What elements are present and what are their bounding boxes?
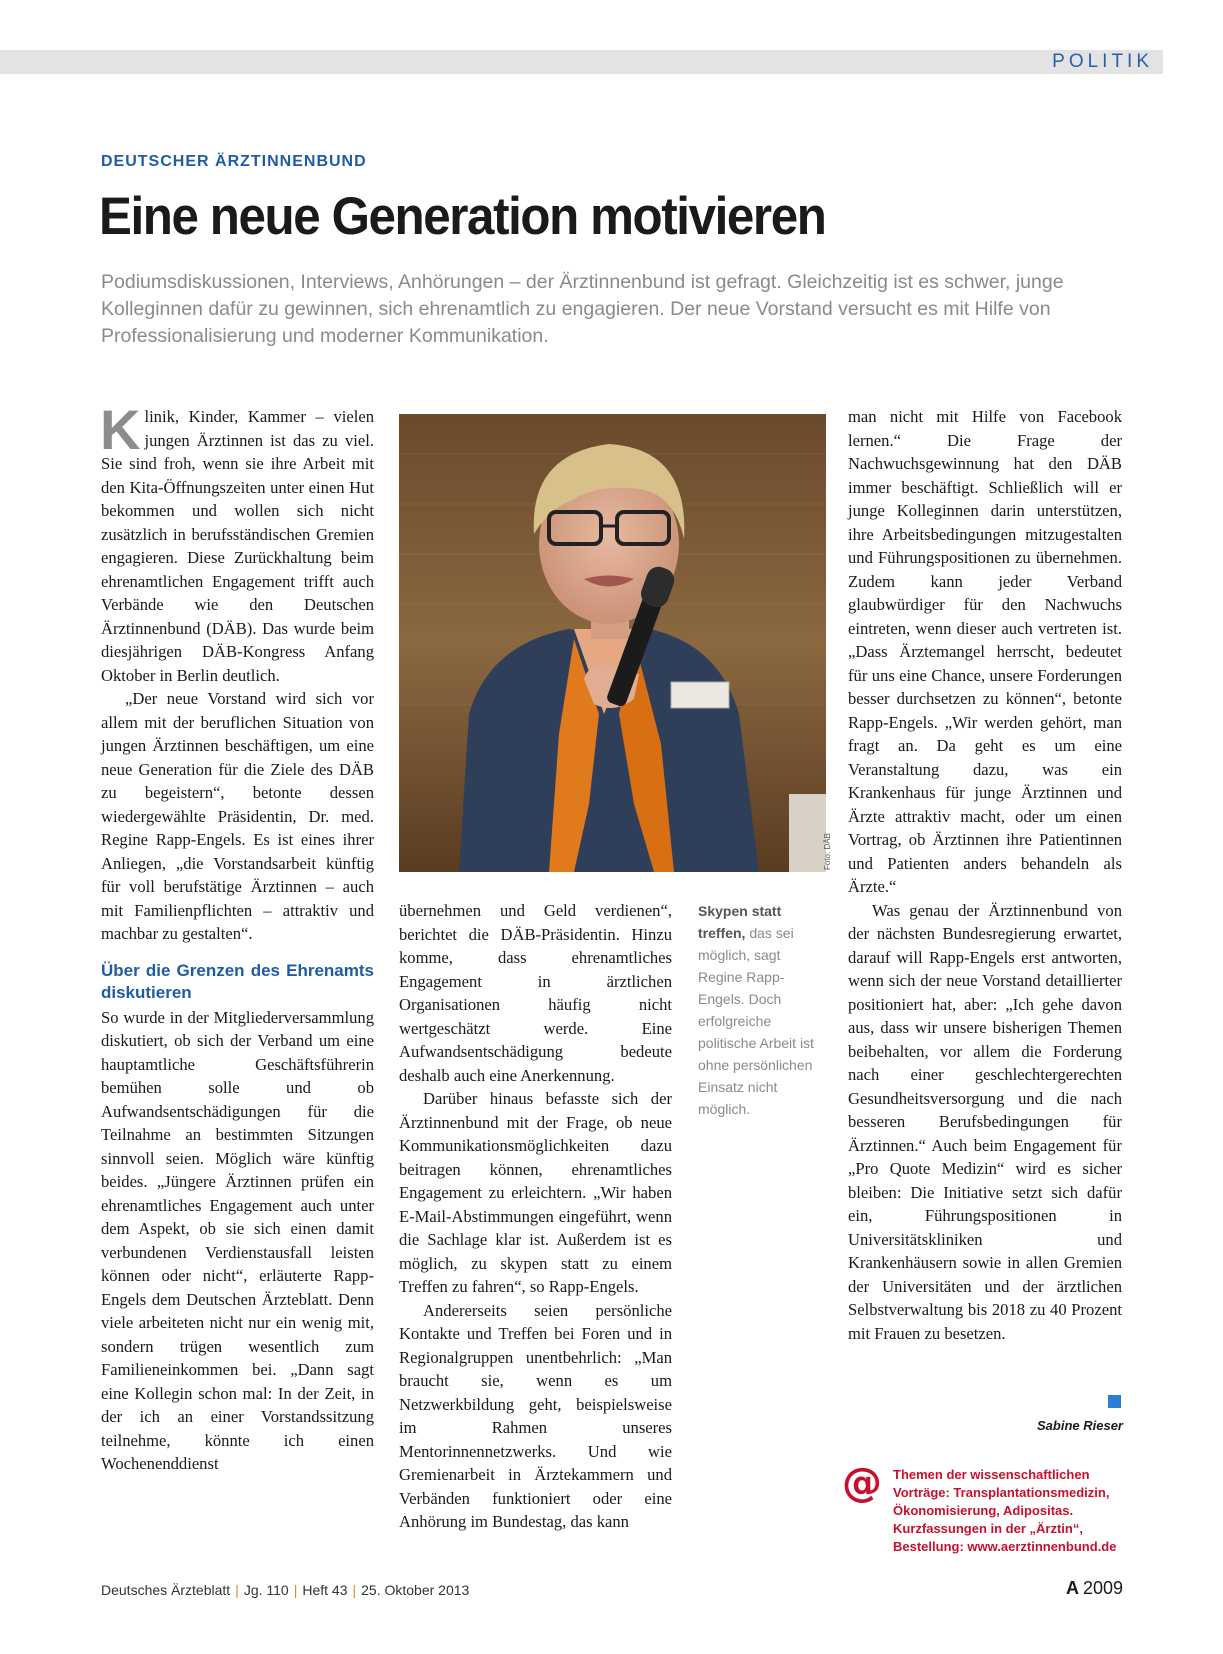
photo-caption [698, 900, 828, 1120]
end-mark [1108, 1395, 1121, 1408]
info-box: Themen der wissenschaftlichen Vorträge: Transplantationsmedizin, Ökonomisierung, Adipositas. Kurzfassungen in der „Ärztin“, Bestellung: www.aerztinnenbund.de [893, 1467, 1117, 1554]
column-2 [399, 899, 672, 1534]
paragraph-6: Andererseits seien persönliche Kontakte und Treffen bei Foren und in Regionalgruppen unentbehrlich: „Man braucht sie, wenn es um Netzwerkbildung geht, beispielsweise im Rahmen unseres Mentorinnennetzwerks. Und wie Gremienarbeit in Ärztekammern und Verbänden funktioniert oder eine Anhörung im Bundestag, das kann [399, 1300, 672, 1531]
paragraph-3: So wurde in der Mitgliederversammlung diskutiert, ob sich der Verband um eine hauptamtliche Geschäftsführerin bemühen solle und ob Aufwandsentschädigungen für die Teilnahme an bestimmten Sitzungen sinnvoll seien. Möglich wäre künftig beides. „Jüngere Ärztinnen prüfen ein ehrenamtliches Engagement auch unter dem Aspekt, ob sie sich einen damit verbundenen Verdienstausfall leisten können oder nicht“, erläuterte Rapp-Engels dem Deutschen Ärzteblatt. Denn viele arbeiteten nicht nur ein wenig mit, sondern trügen wesentlich zum Familieneinkommen bei. „Dann sagt eine Kollegin schon mal: In der Zeit, in der ich an einer Vorstandssitzung teilnehme, könnte ich einen Wochenenddienst [101, 1007, 374, 1473]
subheading: Über die Grenzen des Ehrenamts diskutieren [101, 960, 374, 1002]
at-icon: @ [842, 1460, 882, 1506]
page-prefix: A [1065, 1578, 1079, 1598]
kicker: DEUTSCHER ÄRZTINNENBUND [101, 153, 367, 170]
paragraph-5: Darüber hinaus befasste sich der Ärztinnenbund mit der Frage, ob neue Kommunikationsmöglichkeiten dazu beitragen können, ehrenamtliches Engagement zu erleichtern. „Wir haben E-Mail-Abstimmungen eingeführt, wenn die Sachlage klar ist. Außerdem ist es möglich, zu skypen statt zu einem Treffen zu fahren“, so Rapp-Engels. [399, 1089, 672, 1296]
headline: Eine neue Generation motivieren [99, 187, 826, 246]
journal-name: Deutsches Ärzteblatt [101, 1582, 231, 1598]
paragraph-2: „Der neue Vorstand wird sich vor allem mit der beruflichen Situation von jungen Ärztinnen beschäftigen, um eine neue Generation für die Ziele des DÄB zu begeistern“, betonte dessen wiedergewählte Präsidentin, Dr. med. Regine Rapp-Engels. Es ist eines ihrer Anliegen, „die Vorstandsarbeit künftig für voll berufstätige Ärztinnen – auch mit Familienpflichten – attraktiv und machbar zu gestalten“. [101, 689, 374, 943]
caption-bold: Skypen statt treffen, [698, 903, 782, 941]
issue-date: 25. Oktober 2013 [361, 1582, 470, 1598]
page-number [1066, 1578, 1123, 1599]
dropcap: K [100, 398, 141, 461]
page-value: 2009 [1082, 1578, 1123, 1598]
footer: Deutsches Ärzteblatt | Jg. 110 | Heft 43 | 25. Oktober 2013 [101, 1582, 470, 1598]
issue: Heft 43 [302, 1582, 348, 1598]
lead-paragraph: Podiumsdiskussionen, Interviews, Anhörungen – der Ärztinnenbund ist gefragt. Gleichzeitig ist es schwer, junge Kolleginnen dafür zu gewinnen, sich ehrenamtlich zu engagieren. Der neue Vorstand versucht es mit Hilfe von Professionalisierung und moderner Kommunikation. [101, 271, 1064, 347]
paragraph-4: übernehmen und Geld verdienen“, berichtet die DÄB-Präsidentin. Hinzu komme, dass ehrenamtliches Engagement in ärztlichen Organisationen häufig nicht wertgeschätzt werde. Eine Aufwandsentschädigung bedeute deshalb auch eine Anerkennung. [399, 901, 672, 1085]
paragraph-7: man nicht mit Hilfe von Facebook lernen.“ Die Frage der Nachwuchsgewinnung hat den DÄB immer beschäftigt. Schließlich will er junge Kolleginnen darin unterstützen, ihre Arbeitsbedingungen mitzugestalten und Führungspositionen zu übernehmen. Zudem kann jeder Verband glaubwürdiger für den Nachwuchs eintreten, wenn dieser auch vertreten ist. „Dass Ärztemangel herrscht, bedeutet für uns eine Chance, unsere Forderungen besser durchsetzen zu können“, betonte Rapp-Engels. „Wir werden gehört, man fragt an. Da geht es um eine Veranstaltung dazu, was ein Krankenhaus für junge Ärztinnen und Ärzte attraktiv macht, oder um einen Vortrag, ob Ärztinnen ihre Patientinnen und Patienten anders behandeln als Ärzte.“ [848, 407, 1122, 896]
speaker-photo [399, 414, 826, 872]
caption-text: das sei möglich, sagt Regine Rapp-Engels. Doch erfolgreiche politische Arbeit ist ohne persönlichen Einsatz nicht möglich. [698, 925, 814, 1117]
column-1 [100, 398, 374, 1476]
column-3 [848, 405, 1122, 1345]
section-bar [0, 50, 1163, 74]
volume: Jg. 110 [243, 1582, 289, 1598]
photo-credit: Foto: DÄB [823, 833, 832, 870]
section-label: POLITIK [1052, 51, 1153, 72]
paragraph-1: Klinik, Kinder, Kammer – vielen jungen Ärztinnen ist das zu viel. Sie sind froh, wenn sie ihre Arbeit mit den Kita-Öffnungszeiten unter einen Hut bekommen und wollen sich nicht zusätzlich in berufsständischen Gremien engagieren. Diese Zurückhaltung beim ehrenamtlichen Engagement trifft auch Verbände wie den Deutschen Ärztinnenbund (DÄB). Das wurde beim diesjährigen DÄB-Kongress Anfang Oktober in Berlin deutlich. [100, 398, 374, 685]
speaker-photo-image [399, 414, 826, 872]
paragraph-8: Was genau der Ärztinnenbund von der nächsten Bundesregierung erwartet, darauf will Rapp-Engels erst antworten, wenn sich der neue Vorstand detaillierter positioniert hat, aber: „Ich gehe davon aus, dass wir unsere bisherigen Themen beibehalten, vor allem die Forderung nach einer geschlechtergerechten Gesundheitsversorgung und die nach besseren Berufsbedingungen für Ärztinnen.“ Auch beim Engagement für „Pro Quote Medizin“ wird es sicher bleiben: Die Initiative setzt sich dafür ein, Führungspositionen in Universitätskliniken und Krankenhäusern sowie in allen Gremien der Universitäten und der ärztlichen Selbstverwaltung bis 2018 zu 40 Prozent mit Frauen zu besetzen. [848, 900, 1122, 1343]
author: Sabine Rieser [1037, 1418, 1123, 1433]
